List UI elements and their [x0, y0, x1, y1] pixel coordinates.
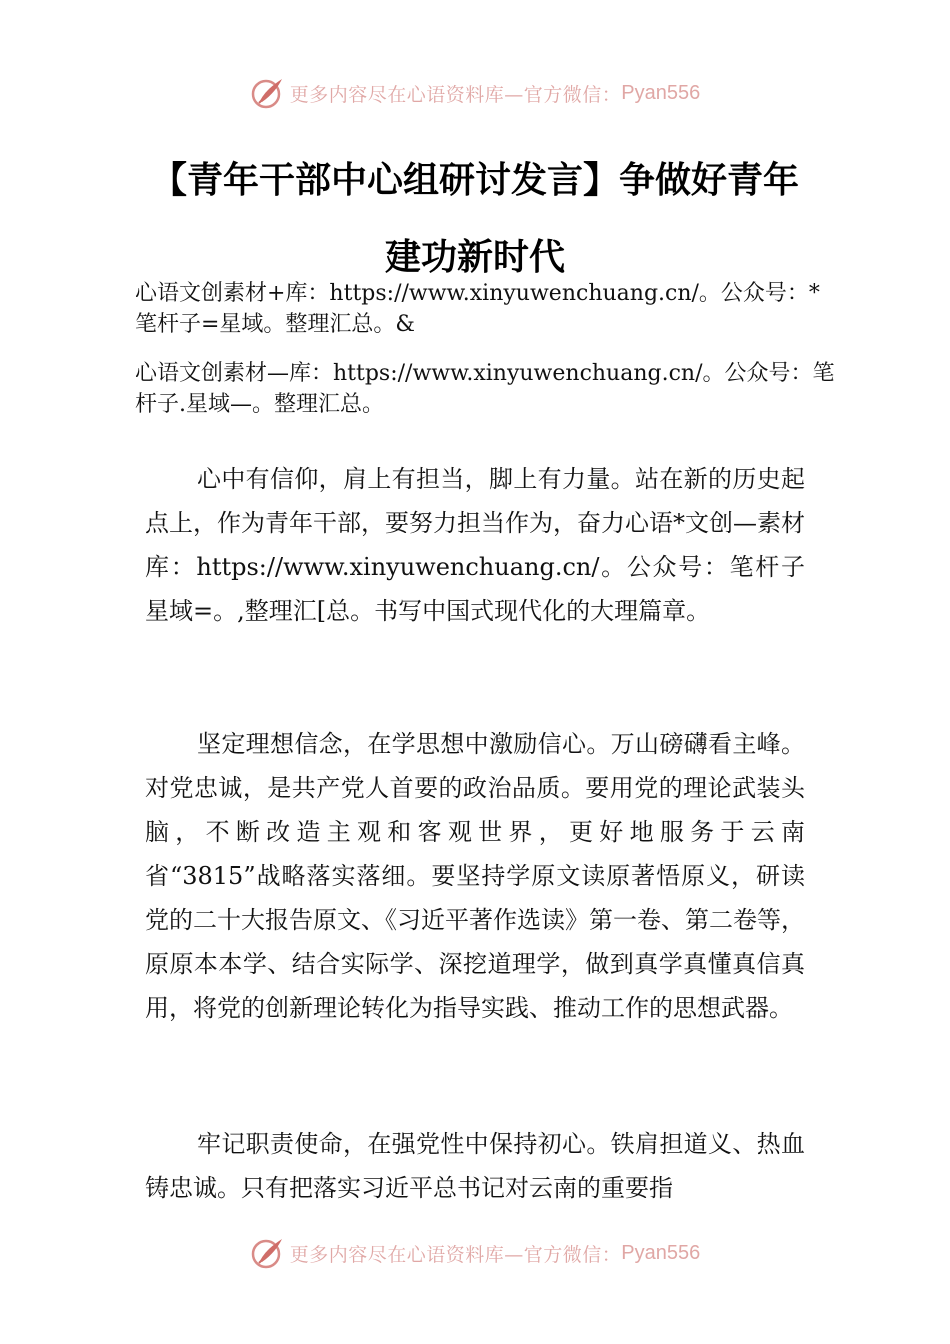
- quill-logo-icon: [250, 1235, 286, 1271]
- header-watermark: [0, 73, 950, 113]
- body-paragraph-2: 坚定理想信念，在学思想中激励信心。万山磅礴看主峰。对党忠诚，是共产党人首要的政治品质。要用党的理论武装头脑，不断改造主观和客观世界，更好地服务于云南省“3815”战略落实落细。要坚持学原文读原著悟原义，研读党的二十大报告原文、《习近平著作选读》第一卷、第二卷等，原原本本学、结合实际学、深挖道理学，做到真学真懂真信真用，将党的创新理论转化为指导实践、推动工作的思想武器。: [145, 730, 805, 1022]
- source-note-1: 心语文创素材+库：https://www.xinyuwenchuang.cn/。公众号：*笔杆子=星域。整理汇总。&: [135, 281, 820, 337]
- document-title-line-1: 【青年干部中心组研讨发言】争做好青年: [150, 160, 799, 201]
- source-note-2: 心语文创素材—库：https://www.xinyuwenchuang.cn/。公众号：笔杆子.星域—。整理汇总。: [135, 361, 835, 417]
- footer-watermark: [0, 1233, 950, 1273]
- watermark-handle: Pyan556: [621, 1241, 701, 1264]
- body-paragraph-1: 心中有信仰，肩上有担当，脚上有力量。站在新的历史起点上，作为青年干部，要努力担当作为，奋力心语*文创—素材库：https://www.xinyuwenchuang.cn/。公众号：笔杆子星域=。,整理汇[总。书写中国式现代化的大理篇章。: [145, 465, 805, 625]
- watermark-text: 更多内容尽在心语资料库—官方微信：: [289, 1243, 622, 1266]
- body-paragraph-3: 牢记职责使命，在强党性中保持初心。铁肩担道义、热血铸忠诚。只有把落实习近平总书记对云南的重要指: [145, 1130, 805, 1202]
- watermark-text: 更多内容尽在心语资料库—官方微信：: [289, 83, 622, 106]
- watermark-handle: Pyan556: [621, 81, 701, 104]
- quill-logo-icon: [250, 75, 286, 111]
- document-title-line-2: 建功新时代: [384, 237, 565, 278]
